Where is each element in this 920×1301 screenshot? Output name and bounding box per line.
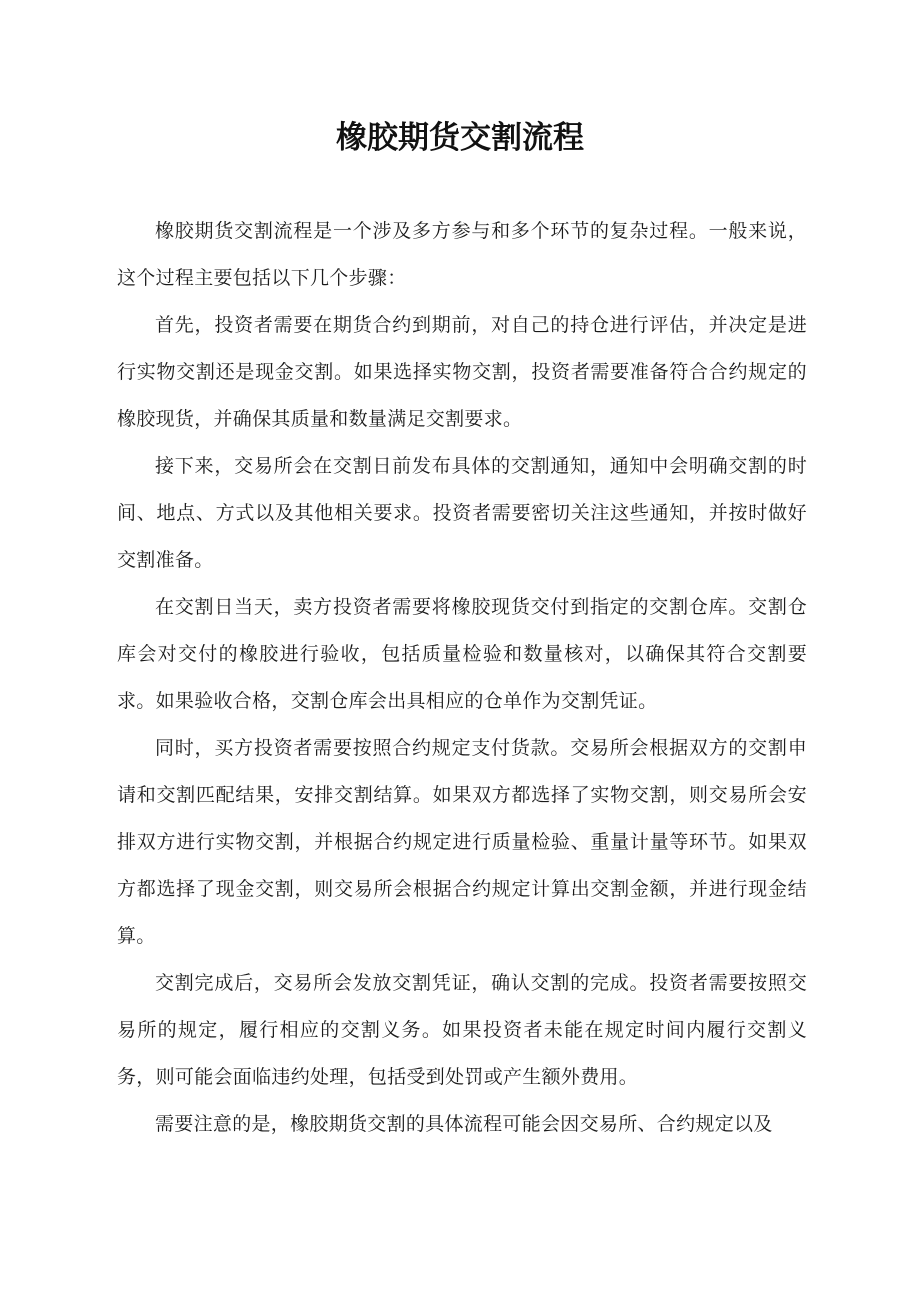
document-title: 橡胶期货交割流程 — [336, 120, 584, 156]
paragraph-step-notice: 接下来，交易所会在交割日前发布具体的交割通知，通知中会明确交割的时间、地点、方式以及其他相关要求。投资者需要密切关注这些通知，并按时做好交割准备。 — [117, 455, 807, 571]
paragraph-step-delivery: 在交割日当天，卖方投资者需要将橡胶现货交付到指定的交割仓库。交割仓库会对交付的橡胶进行验收，包括质量检验和数量核对，以确保其符合交割要求。如果验收合格，交割仓库会出具相应的仓单作为交割凭证。 — [117, 596, 807, 712]
paragraph-step-payment: 同时，买方投资者需要按照合约规定支付货款。交易所会根据双方的交割申请和交割匹配结果，安排交割结算。如果双方都选择了实物交割，则交易所会安排双方进行实物交割，并根据合约规定进行质量检验、重量计量等环节。如果双方都选择了现金交割，则交易所会根据合约规定计算出交割金额，并进行现金结算。 — [117, 737, 807, 947]
paragraph-step-evaluate: 首先，投资者需要在期货合约到期前，对自己的持仓进行评估，并决定是进行实物交割还是现金交割。如果选择实物交割，投资者需要准备符合合约规定的橡胶现货，并确保其质量和数量满足交割要求。 — [117, 314, 807, 430]
paragraph-step-completion: 交割完成后，交易所会发放交割凭证，确认交割的完成。投资者需要按照交易所的规定，履行相应的交割义务。如果投资者未能在规定时间内履行交割义务，则可能会面临违约处理，包括受到处罚或产生额外费用。 — [117, 972, 807, 1088]
document-body — [117, 208, 807, 1148]
paragraph-intro: 橡胶期货交割流程是一个涉及多方参与和多个环节的复杂过程。一般来说，这个过程主要包括以下几个步骤： — [117, 220, 807, 289]
paragraph-note: 需要注意的是，橡胶期货交割的具体流程可能会因交易所、合约规定以及 — [155, 1113, 773, 1135]
